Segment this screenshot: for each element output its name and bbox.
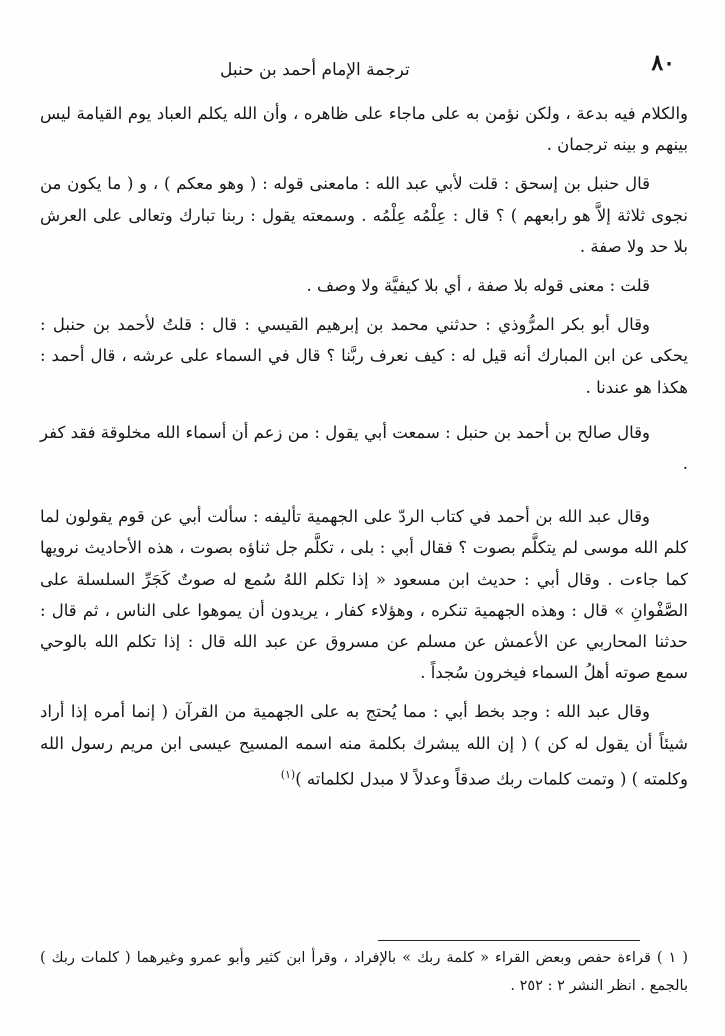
- paragraph-6: وقال عبد الله بن أحمد في كتاب الردّ على الجهمية تأليفه : سألت أبي عن قوم يقولون لما كلم الله موسى لم يتكلَّم بصوت ؟ فقال أبي : بلى ، تكلَّم جل ثناؤه بصوت ، هذه الأحاديث نرويها كما جاءت . وقال أبي : حديث ابن مسعود « إذا تكلم اللهُ سُمع له صوتٌ كَجَرِّ السلسلة على الصَّفْوانِ » قال : وهذه الجهمية تنكره ، وهؤلاء كفار ، يريدون أن يموهوا على الناس ، ثم قال : حدثنا المحاربي عن الأعمش عن مسلم عن مسروق عن عبد الله قال : إذا تكلم الله بالوحي سمع صوته أهلُ السماء فيخرون سُجداً .: [40, 507, 688, 683]
- footnote-divider: [378, 940, 640, 941]
- paragraph-3: قلت : معنى قوله بلا صفة ، أي بلا كيفيَّة ولا وصف .: [306, 276, 650, 296]
- page-header: [40, 50, 675, 90]
- paragraph-4: وقال أبو بكر المرُّوذي : حدثني محمد بن إبرهيم القيسي : قال : قلتُ لأحمد بن حنبل : يحكى عن ابن المبارك أنه قيل له : كيف نعرف ربَّنا ؟ قال في السماء على عرشه ، قال أحمد : هكذا هو عندنا .: [40, 315, 688, 397]
- paragraph-7-text: وقال عبد الله : وجد بخط أبي : مما يُحتج به على الجهمية من القرآن ( إنما أمره إذا أراد شيئاً أن يقول له كن ) ( إن الله يبشرك بكلمة منه اسمه المسيح عيسى ابن مريم رسول الله وكلمته ) ( وتمت كلمات ربك صدقاً وعدلاً لا مبدل لكلماته ): [40, 702, 688, 789]
- footnote: [40, 944, 688, 1000]
- page-number: ٨٠: [651, 50, 675, 76]
- body-text: [40, 98, 688, 795]
- footnote-text: ( ١ ) قراءة حفص وبعض القراء « كلمة ربك » بالإفراد ، وقرأ ابن كثير وأبو عمرو وغيرهما ( كلمات ربك ) بالجمع . انظر النشر ٢ : ٢٥٢ .: [40, 950, 688, 994]
- paragraph-5: وقال صالح بن أحمد بن حنبل : سمعت أبي يقول : من زعم أن أسماء الله مخلوقة فقد كفر .: [40, 422, 688, 474]
- paragraph-7: [40, 696, 688, 794]
- paragraph-2: قال حنبل بن إسحق : قلت لأبي عبد الله : مامعنى قوله : ( وهو معكم ) ، و ( ما يكون من نجوى ثلاثة إلاَّ هو رابعهم ) ؟ قال : عِلْمُه عِلْمُه . وسمعته يقول : ربنا تبارك وتعالى على العرش بلا حد ولا صفة .: [40, 174, 688, 256]
- paragraph-1: والكلام فيه بدعة ، ولكن نؤمن به على ماجاء على ظاهره ، وأن الله يكلم العباد يوم القيامة ليس بينهم و بينه ترجمان .: [40, 104, 688, 155]
- footnote-marker: (١): [280, 767, 296, 781]
- running-title: ترجمة الإمام أحمد بن حنبل: [220, 60, 410, 80]
